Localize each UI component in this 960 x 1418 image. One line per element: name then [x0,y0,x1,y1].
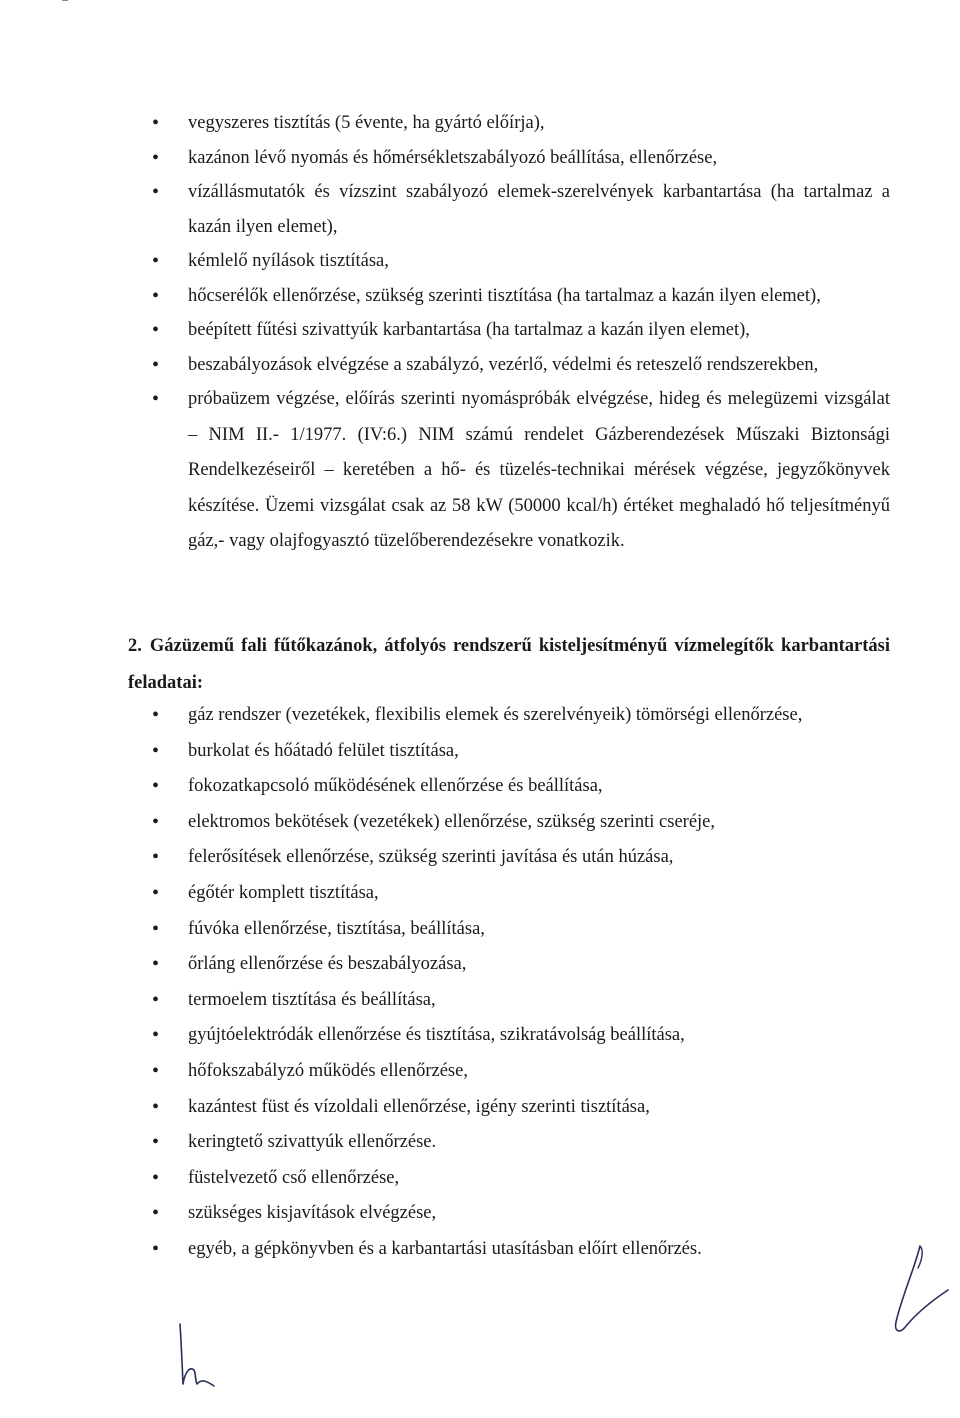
list-item: • burkolat és hőátadó felület tisztítása, [148,734,890,770]
list-item: • kazánon lévő nyomás és hőmérsékletszabályozó beállítása, ellenőrzése, [148,141,890,176]
list-item: • termoelem tisztítása és beállítása, [148,983,890,1019]
list-item: • kémlelő nyílások tisztítása, [148,244,890,279]
list-item: • szükséges kisjavítások elvégzése, [148,1196,890,1232]
list-item: • vegyszeres tisztítás (5 évente, ha gyártó előírja), [148,106,890,141]
list-item: • keringtető szivattyúk ellenőrzése. [148,1125,890,1161]
maintenance-list-boilers [148,106,890,560]
list-item: • felerősítések ellenőrzése, szükség szerinti javítása és után húzása, [148,840,890,876]
section-heading [128,628,890,702]
list-item: • beépített fűtési szivattyúk karbantartása (ha tartalmaz a kazán ilyen elemet), [148,313,890,348]
list-item: • gyújtóelektródák ellenőrzése és tisztítása, szikratávolság beállítása, [148,1018,890,1054]
list-item: • kazántest füst és vízoldali ellenőrzése, igény szerinti tisztítása, [148,1090,890,1126]
list-item: • hőfokszabályzó működés ellenőrzése, [148,1054,890,1090]
list-item: • egyéb, a gépkönyvben és a karbantartási utasításban előírt ellenőrzés. [148,1232,890,1268]
section-title: Gázüzemű fali fűtőkazánok, átfolyós rendszerű kisteljesítményű vízmelegítők karbantartási feladatai: [128,636,890,693]
scan-mark [62,0,68,1]
list-item: • gáz rendszer (vezetékek, flexibilis elemek és szerelvényeik) tömörségi ellenőrzése, [148,698,890,734]
list-item: • füstelvezető cső ellenőrzése, [148,1161,890,1197]
list-item: • elektromos bekötések (vezetékek) ellenőrzése, szükség szerinti cseréje, [148,805,890,841]
list-item: • beszabályozások elvégzése a szabályzó, vezérlő, védelmi és reteszelő rendszerekben, [148,348,890,383]
list-item: • hőcserélők ellenőrzése, szükség szerinti tisztítása (ha tartalmaz a kazán ilyen elemet), [148,279,890,314]
list-item: • égőtér komplett tisztítása, [148,876,890,912]
list-item: • próbaüzem végzése, előírás szerinti nyomáspróbák elvégzése, hideg és melegüzemi vizsgálat – NIM II.- 1/1977. (IV:6.) NIM számú rendelet Gázberendezések Műszaki Biztonsági Rendelkezéseiről – keretében a hő- és tüzelés-technikai mérések végzése, jegyzőkönyvek készítése. Üzemi vizsgálat csak az 58 kW (50000 kcal/h) értéket meghaladó hő teljesítményű gáz,- vagy olajfogyasztó tüzelőberendezésekre vonatkozik. [148,382,890,560]
list-item: • őrláng ellenőrzése és beszabályozása, [148,947,890,983]
list-item: • fúvóka ellenőrzése, tisztítása, beállítása, [148,912,890,948]
maintenance-list-wall-boilers [148,698,890,1268]
section-number: 2. [128,636,142,656]
initials-signature-right [880,1240,952,1340]
list-item: • fokozatkapcsoló működésének ellenőrzése és beállítása, [148,769,890,805]
initials-signature-left [168,1320,238,1390]
list-item: • vízállásmutatók és vízszint szabályozó elemek-szerelvények karbantartása (ha tartalmaz a kazán ilyen elemet), [148,175,890,244]
